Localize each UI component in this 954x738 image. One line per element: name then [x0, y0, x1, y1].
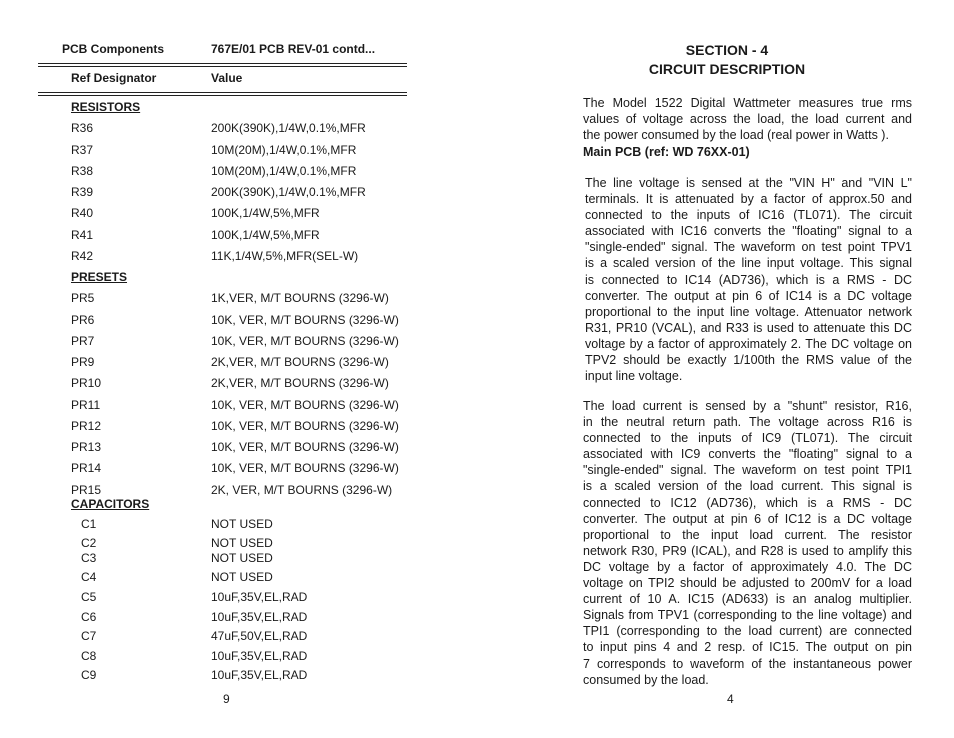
- component-value: NOT USED: [211, 551, 273, 565]
- paragraph-line: connected to the inputs of IC9 (TL071). The circuit: [583, 431, 912, 446]
- paragraph-line: The load current is sensed by a "shunt" resistor, R16,: [583, 399, 912, 413]
- component-value: 10K, VER, M/T BOURNS (3296-W): [211, 419, 399, 433]
- paragraph-line: voltage by a factor of approximately 2. The DC voltage on: [585, 336, 912, 351]
- divider-rule: [38, 92, 407, 93]
- page-number-right: 4: [727, 692, 734, 706]
- paragraph-line: network R30, PR9 (ICAL), and R28 is used to amplify this: [583, 543, 912, 558]
- component-value: 47uF,50V,EL,RAD: [211, 629, 308, 643]
- paragraph-line: proportional to the input line voltage. Attenuator network: [585, 304, 912, 319]
- paragraph-line: The line voltage is sensed at the "VIN H" and "VIN L": [585, 176, 912, 190]
- paragraph-line: is connected to IC14 (AD736), which is a RMS - DC: [585, 272, 912, 287]
- paragraph-line: proportional to the input load current. The resistor: [583, 527, 912, 542]
- component-value: 200K(390K),1/4W,0.1%,MFR: [211, 185, 366, 199]
- component-value: 10K, VER, M/T BOURNS (3296-W): [211, 398, 399, 412]
- paragraph-line: current of 10 A. IC15 (AD633) is an analog multiplier.: [583, 592, 912, 607]
- board-reference: 767E/01 PCB REV-01 contd...: [211, 42, 376, 56]
- ref-designator: PR11: [71, 398, 101, 412]
- component-value: 2K,VER, M/T BOURNS (3296-W): [211, 355, 389, 369]
- ref-designator: R39: [71, 185, 94, 199]
- ref-designator: C4: [81, 570, 97, 584]
- paragraph-line: in the neutral return path. The voltage across R16 is: [583, 415, 912, 430]
- subheading-main-pcb: Main PCB (ref: WD 76XX-01): [583, 145, 750, 159]
- section-title: CIRCUIT DESCRIPTION: [648, 61, 806, 77]
- paragraph-line: The Model 1522 Digital Wattmeter measures true rms: [583, 96, 912, 110]
- ref-designator: C1: [81, 517, 97, 531]
- ref-designator: C3: [81, 551, 97, 565]
- section-title-presets: PRESETS: [71, 270, 128, 284]
- component-value: 1K,VER, M/T BOURNS (3296-W): [211, 291, 389, 305]
- ref-designator: C5: [81, 590, 97, 604]
- ref-designator: PR7: [71, 334, 95, 348]
- ref-designator: PR10: [71, 376, 102, 390]
- ref-designator: R41: [71, 228, 94, 242]
- paragraph-line: TPV2 should be exactly 1/100th the RMS value of the: [585, 353, 912, 368]
- paragraph-line: associated with IC16 converts the "floating" signal to a: [585, 224, 912, 239]
- component-value: 10uF,35V,EL,RAD: [211, 649, 308, 663]
- column-header-ref: Ref Designator: [71, 71, 157, 85]
- paragraph-line: Signals from TPV1 (corresponding to the line voltage) and: [583, 608, 912, 623]
- paragraph-line: 7 corresponds to waveform of the instantaneous power: [583, 656, 912, 671]
- ref-designator: C9: [81, 668, 97, 682]
- component-value: 100K,1/4W,5%,MFR: [211, 206, 320, 220]
- component-value: 10uF,35V,EL,RAD: [211, 590, 308, 604]
- component-value: 200K(390K),1/4W,0.1%,MFR: [211, 121, 366, 135]
- column-header-value: Value: [211, 71, 243, 85]
- ref-designator: C2: [81, 536, 97, 550]
- paragraph-line: to input pins 4 and 2 resp. of IC15. The output on pin: [583, 640, 912, 655]
- paragraph-line: converter. The output at pin 6 of IC14 is a DC voltage: [585, 288, 912, 303]
- ref-designator: PR5: [71, 291, 95, 305]
- paragraph-line: DC voltage by a factor of approximately 4.0. The DC: [583, 559, 912, 574]
- component-value: 10K, VER, M/T BOURNS (3296-W): [211, 440, 399, 454]
- paragraph-line: connected to IC12 (AD736), which is a RMS - DC: [583, 495, 912, 510]
- component-value: 10uF,35V,EL,RAD: [211, 610, 308, 624]
- paragraph-line: is a scaled version of the load current. This signal is: [583, 479, 912, 494]
- ref-designator: PR13: [71, 440, 102, 454]
- ref-designator: R37: [71, 143, 94, 157]
- section-title-capacitors: CAPACITORS: [71, 497, 150, 511]
- line-voltage-paragraph: [585, 175, 912, 384]
- component-value: 11K,1/4W,5%,MFR(SEL-W): [211, 249, 359, 263]
- ref-designator: R36: [71, 121, 94, 135]
- component-value: 10M(20M),1/4W,0.1%,MFR: [211, 143, 357, 157]
- ref-designator: PR14: [71, 461, 102, 475]
- ref-designator: R38: [71, 164, 94, 178]
- component-value: NOT USED: [211, 570, 273, 584]
- component-value: 10K, VER, M/T BOURNS (3296-W): [211, 461, 399, 475]
- ref-designator: PR6: [71, 313, 95, 327]
- paragraph-line: converter. The output at pin 6 of IC12 is a DC voltage: [583, 511, 912, 526]
- component-value: 100K,1/4W,5%,MFR: [211, 228, 320, 242]
- paragraph-line: R31, PR10 (VCAL), and R33 is used to attenuate this DC: [585, 320, 912, 335]
- paragraph-line: consumed by the load.: [583, 672, 709, 687]
- load-current-paragraph: [583, 398, 912, 688]
- divider-rule: [38, 95, 407, 96]
- paragraph-line: terminals. It is attenuated by a factor of approx.50 and: [585, 192, 912, 207]
- paragraph-line: input line voltage.: [585, 369, 683, 384]
- section-title-resistors: RESISTORS: [71, 100, 141, 114]
- component-value: NOT USED: [211, 536, 273, 550]
- component-value: NOT USED: [211, 517, 273, 531]
- component-value: 10M(20M),1/4W,0.1%,MFR: [211, 164, 357, 178]
- paragraph-line: TPI1 (corresponding to the load current) are connected: [583, 624, 912, 639]
- ref-designator: PR9: [71, 355, 95, 369]
- component-value: 10K, VER, M/T BOURNS (3296-W): [211, 334, 399, 348]
- paragraph-line: associated with IC9 converts the "floating" signal to a: [583, 447, 912, 462]
- ref-designator: C7: [81, 629, 97, 643]
- ref-designator: C8: [81, 649, 97, 663]
- ref-designator: C6: [81, 610, 97, 624]
- paragraph-line: values of voltage across the load, the load current and: [583, 112, 912, 127]
- component-value: 10K, VER, M/T BOURNS (3296-W): [211, 313, 399, 327]
- paragraph-line: is a scaled version of the line input voltage. This signal: [585, 256, 912, 271]
- paragraph-line: connected to the inputs of IC16 (TL071). The circuit: [585, 208, 912, 223]
- ref-designator: PR15: [71, 483, 102, 497]
- paragraph-line: "single-ended" signal. The waveform on test point TPV1: [585, 240, 912, 255]
- ref-designator: R40: [71, 206, 94, 220]
- ref-designator: R42: [71, 249, 94, 263]
- paragraph-line: the power consumed by the load (real power in Watts ).: [583, 128, 889, 143]
- component-value: 2K, VER, M/T BOURNS (3296-W): [211, 483, 393, 497]
- section-heading: SECTION - 4: [685, 42, 769, 58]
- page-number-left: 9: [223, 692, 230, 706]
- divider-rule: [38, 63, 407, 64]
- ref-designator: PR12: [71, 419, 102, 433]
- paragraph-line: "single-ended" signal. The waveform on test point TPI1: [583, 463, 912, 478]
- paragraph-line: voltage on TPI2 should be adjusted to 200mV for a load: [583, 576, 912, 591]
- divider-rule: [38, 66, 407, 67]
- components-heading: PCB Components: [62, 42, 164, 56]
- component-value: 2K,VER, M/T BOURNS (3296-W): [211, 376, 389, 390]
- intro-paragraph: [583, 95, 912, 143]
- component-value: 10uF,35V,EL,RAD: [211, 668, 308, 682]
